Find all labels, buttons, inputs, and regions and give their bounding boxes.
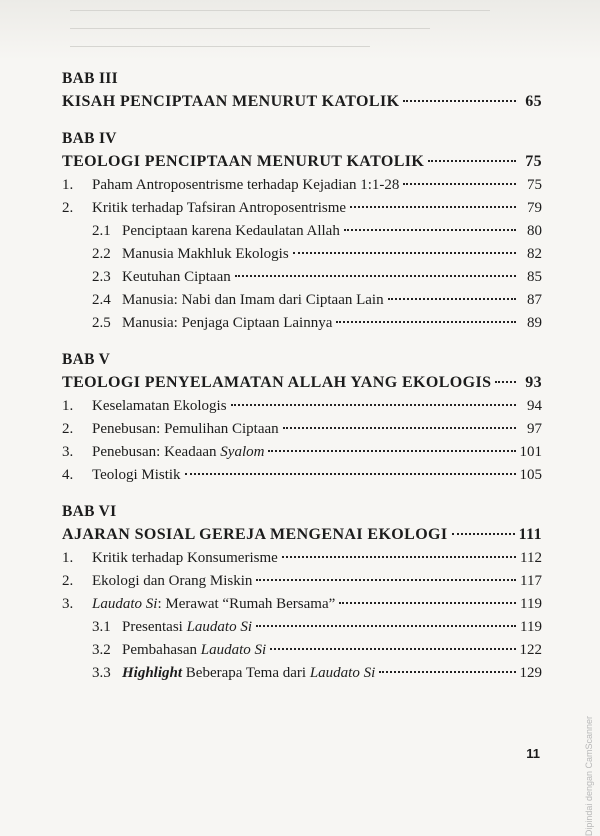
page-ref: 111 <box>518 526 542 543</box>
entry-text: Presentasi <box>122 619 187 635</box>
entry-number: 1. <box>62 550 74 566</box>
entry-number: 3.3 <box>92 665 111 681</box>
dot-leader <box>293 251 516 254</box>
entry-italic: Laudato Si <box>309 665 376 681</box>
page-ref: 119 <box>520 596 542 612</box>
chapter-section <box>62 128 542 335</box>
bleed-line <box>70 46 370 47</box>
entry-emphasis: Highlight <box>122 665 183 681</box>
previous-page-bleed <box>0 0 600 60</box>
chapter-title: AJARAN SOSIAL GEREJA MENGENAI EKOLOGI <box>62 526 448 543</box>
table-of-contents <box>62 68 542 699</box>
toc-subentry[interactable] <box>62 243 542 266</box>
entry-label <box>122 220 340 243</box>
chapter-number: BAB VI <box>62 503 117 520</box>
entry-number: 3. <box>62 596 74 612</box>
page-ref: 89 <box>527 315 542 331</box>
toc-subentry[interactable] <box>62 220 542 243</box>
entry-number: 3. <box>62 444 74 460</box>
entry-label <box>92 547 278 570</box>
chapter-section <box>62 349 542 487</box>
entry-number: 2.3 <box>92 269 111 285</box>
entry-number: 2.4 <box>92 292 111 308</box>
page-ref: 82 <box>527 246 542 262</box>
entry-text: Manusia: Penjaga Ciptaan Lainnya <box>122 315 333 331</box>
page-ref: 97 <box>527 421 542 437</box>
page-ref: 85 <box>527 269 542 285</box>
entry-emphasis: Laudato Si <box>92 596 158 612</box>
entry-label <box>92 418 279 441</box>
entry-text: Paham Antroposentrisme terhadap Kejadian 1:1-28 <box>92 177 400 193</box>
toc-subentry[interactable] <box>62 266 542 289</box>
entry-label <box>92 174 399 197</box>
entry-text: Kritik terhadap Tafsiran Antroposentrisme <box>92 200 347 216</box>
chapter-title: TEOLOGI PENCIPTAAN MENURUT KATOLIK <box>62 153 425 170</box>
entry-italic: Syalom <box>220 444 265 460</box>
toc-entry[interactable] <box>62 570 542 593</box>
chapter-title: KISAH PENCIPTAAN MENURUT KATOLIK <box>62 93 400 110</box>
chapter-number: BAB V <box>62 351 111 368</box>
page-ref: 80 <box>527 223 542 239</box>
dot-leader <box>495 380 516 383</box>
entry-label <box>122 639 266 662</box>
entry-number: 2. <box>62 200 74 216</box>
entry-number: 2.2 <box>92 246 111 262</box>
dot-leader <box>270 647 515 650</box>
entry-label <box>122 312 332 335</box>
entry-number: 3.1 <box>92 619 111 635</box>
toc-subentry[interactable] <box>62 616 542 639</box>
entry-text: Beberapa Tema dari <box>182 665 310 681</box>
entry-text: Penebusan: Pemulihan Ciptaan <box>92 421 279 437</box>
entry-text: : Merawat “Rumah Bersama” <box>157 596 336 612</box>
page-ref: 112 <box>520 550 542 566</box>
dot-leader <box>185 472 516 475</box>
scanner-watermark: Dipindai dengan CamScanner <box>584 716 594 836</box>
entry-text: Penebusan: Keadaan <box>92 444 221 460</box>
page-ref: 94 <box>527 398 542 414</box>
dot-leader <box>403 182 516 185</box>
chapter-number: BAB IV <box>62 130 117 147</box>
bleed-line <box>70 28 430 29</box>
page-ref: 75 <box>525 153 542 170</box>
entry-label <box>92 570 252 593</box>
bleed-line <box>70 10 490 11</box>
chapter-section <box>62 68 542 114</box>
toc-entry[interactable] <box>62 441 542 464</box>
page-ref: 93 <box>525 374 542 391</box>
chapter-title-row[interactable] <box>62 90 542 114</box>
toc-entry[interactable] <box>62 464 542 487</box>
dot-leader <box>350 205 516 208</box>
chapter-title-row[interactable] <box>62 371 542 395</box>
dot-leader <box>379 670 515 673</box>
toc-entry[interactable] <box>62 197 542 220</box>
entry-text: Pembahasan <box>122 642 201 658</box>
dot-leader <box>256 624 516 627</box>
entry-number: 4. <box>62 467 74 483</box>
chapter-title: TEOLOGI PENYELAMATAN ALLAH YANG EKOLOGIS <box>62 374 492 391</box>
page-ref: 105 <box>519 467 542 483</box>
chapter-title-row[interactable] <box>62 523 542 547</box>
entry-label <box>92 593 335 616</box>
entry-number: 2.5 <box>92 315 111 331</box>
page-ref: 122 <box>519 642 542 658</box>
entry-label <box>92 197 346 220</box>
entry-number: 2. <box>62 573 74 589</box>
entry-label <box>122 289 384 312</box>
entry-text: Keutuhan Ciptaan <box>122 269 231 285</box>
entry-text: Kritik terhadap Konsumerisme <box>92 550 278 566</box>
dot-leader <box>283 426 516 429</box>
entry-italic: Laudato Si <box>186 619 253 635</box>
dot-leader <box>336 320 516 323</box>
page-ref: 117 <box>520 573 542 589</box>
entry-text: Teologi Mistik <box>92 467 181 483</box>
dot-leader <box>231 403 516 406</box>
dot-leader <box>403 99 516 102</box>
chapter-section <box>62 501 542 685</box>
toc-entry[interactable] <box>62 547 542 570</box>
entry-number: 2.1 <box>92 223 111 239</box>
entry-label <box>122 266 231 289</box>
entry-label <box>92 464 181 487</box>
toc-entry[interactable] <box>62 418 542 441</box>
toc-subentry[interactable] <box>62 662 542 685</box>
entry-text: Manusia Makhluk Ekologis <box>122 246 289 262</box>
dot-leader <box>339 601 516 604</box>
dot-leader <box>268 449 515 452</box>
page-ref: 101 <box>519 444 542 460</box>
entry-number: 1. <box>62 398 74 414</box>
entry-label <box>122 243 289 266</box>
toc-subentry[interactable] <box>62 639 542 662</box>
entry-label <box>122 616 252 639</box>
dot-leader <box>256 578 516 581</box>
dot-leader <box>388 297 516 300</box>
entry-italic: Laudato Si <box>200 642 267 658</box>
page-number: 11 <box>526 746 540 761</box>
dot-leader <box>428 159 516 162</box>
page-ref: 87 <box>527 292 542 308</box>
toc-subentry[interactable] <box>62 289 542 312</box>
toc-entry[interactable] <box>62 174 542 197</box>
chapter-title-row[interactable] <box>62 150 542 174</box>
entry-text: Manusia: Nabi dan Imam dari Ciptaan Lain <box>122 292 384 308</box>
entry-number: 1. <box>62 177 74 193</box>
entry-label <box>122 662 375 685</box>
toc-entry[interactable] <box>62 395 542 418</box>
page-ref: 65 <box>525 93 542 110</box>
toc-entry[interactable] <box>62 593 542 616</box>
page-ref: 79 <box>527 200 542 216</box>
entry-label <box>92 441 264 464</box>
entry-number: 2. <box>62 421 74 437</box>
toc-subentry[interactable] <box>62 312 542 335</box>
entry-text: Ekologi dan Orang Miskin <box>92 573 253 589</box>
entry-number: 3.2 <box>92 642 111 658</box>
entry-text: Keselamatan Ekologis <box>92 398 227 414</box>
dot-leader <box>344 228 516 231</box>
entry-text: Penciptaan karena Kedaulatan Allah <box>122 223 340 239</box>
dot-leader <box>235 274 516 277</box>
page-ref: 75 <box>527 177 542 193</box>
dot-leader <box>282 555 516 558</box>
page-ref: 129 <box>519 665 542 681</box>
entry-label <box>92 395 227 418</box>
dot-leader <box>452 532 515 535</box>
chapter-number: BAB III <box>62 70 118 87</box>
page-ref: 119 <box>520 619 542 635</box>
